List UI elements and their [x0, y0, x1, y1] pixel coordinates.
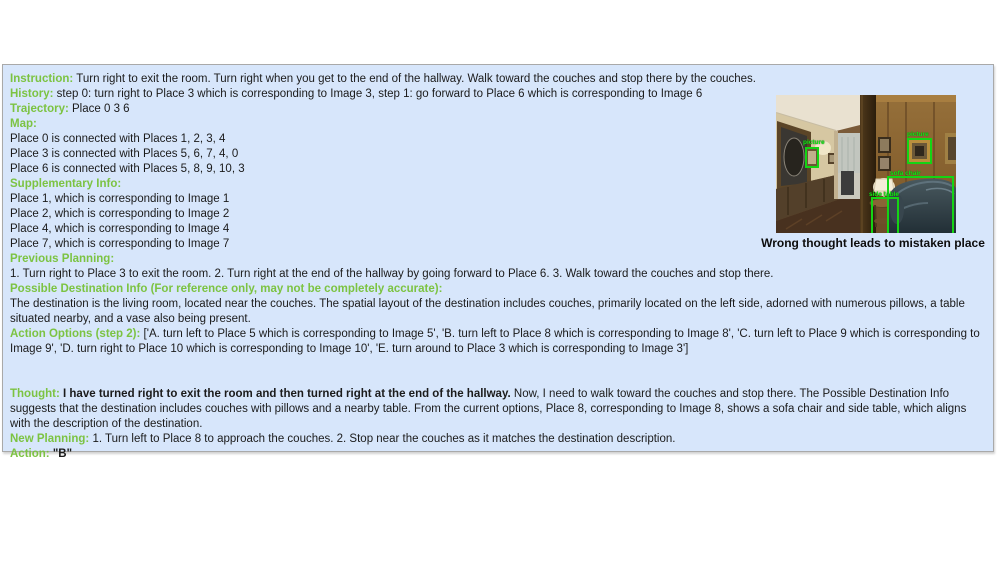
bbox-label-picture-left: picture: [803, 139, 825, 146]
trajectory-text: Place 0 3 6: [72, 103, 130, 115]
instruction-line: [10, 72, 986, 87]
bbox-picture-left: [805, 147, 819, 168]
new-planning-label: New Planning:: [10, 433, 90, 445]
supplementary-line: Place 2, which is corresponding to Image 2: [10, 208, 230, 220]
thought-bold-text: I have turned right to exit the room and then turned right at the end of the hallway.: [63, 388, 511, 400]
map-line: Place 3 is connected with Places 5, 6, 7, 4, 0: [10, 148, 239, 160]
instruction-text: Turn right to exit the room. Turn right when you get to the end of the hallway. Walk toward the couches and stop there by the couches.: [76, 73, 756, 85]
destination-info-label: Possible Destination Info (For reference only, may not be completely accurate):: [10, 283, 443, 295]
map-line: Place 0 is connected with Places 1, 2, 3, 4: [10, 133, 226, 145]
trajectory-label: Trajectory:: [10, 103, 69, 115]
bbox-label-picture-right: picture: [907, 131, 929, 138]
scene-photo: [776, 95, 956, 233]
supplementary-line: Place 1, which is corresponding to Image 1: [10, 193, 230, 205]
new-planning-text: 1. Turn left to Place 8 to approach the couches. 2. Stop near the couches as it matches the destination description.: [92, 433, 676, 445]
previous-planning-label: Previous Planning:: [10, 253, 115, 265]
spacer: [10, 357, 986, 372]
action-options-text: ['A. turn left to Place 5 which is corresponding to Image 5', 'B. turn left to Place 8 which is corresponding to Image 8', 'C. turn left to Place 9 which is corresponding to Image 9', 'D. turn right to Place 10 which is corresponding to Image 10', 'E. turn around to Place 3 which is corresponding to Image 3']: [10, 328, 980, 355]
action-options-label: Action Options (step 2):: [10, 328, 141, 340]
action-value: "B": [52, 448, 73, 460]
supplementary-label: Supplementary Info:: [10, 178, 122, 190]
destination-info-header: [10, 282, 986, 297]
previous-planning-text: 1. Turn right to Place 3 to exit the room. 2. Turn right at the end of the hallway by going forward to Place 6. 3. Walk toward the couches and stop there.: [10, 268, 774, 280]
map-line: Place 6 is connected with Places 5, 8, 9, 10, 3: [10, 163, 245, 175]
supplementary-line: Place 7, which is corresponding to Image 7: [10, 238, 230, 250]
history-label: History:: [10, 88, 54, 100]
instruction-label: Instruction:: [10, 73, 74, 85]
supplementary-line: Place 4, which is corresponding to Image 4: [10, 223, 230, 235]
figure-caption: Wrong thought leads to mistaken place: [761, 236, 985, 250]
bbox-side-table: [871, 197, 899, 233]
previous-planning-header: [10, 252, 986, 267]
map-label: Map:: [10, 118, 37, 130]
action-label: Action:: [10, 448, 50, 460]
bbox-label-side-table: side table: [869, 191, 899, 198]
thought-label: Thought:: [10, 388, 60, 400]
action-line: [10, 447, 986, 462]
thought-text: Now, I need to walk toward the couches and stop there. The Possible Destination Info suggests that the destination includes couches with pillows and a nearby table. From the current options, Place 8, corresponding to Image 8, shows a sofa chair and side table, which aligns with the description of the destination.: [10, 388, 967, 430]
destination-info-text: The destination is the living room, located near the couches. The spatial layout of the destination includes couches, primarily located on the left side, adorned with numerous pillows, a table situated nearby, and a vase also being present.: [10, 298, 965, 325]
new-planning-line: [10, 432, 986, 447]
spacer: [10, 372, 986, 387]
action-options-line: [10, 327, 986, 357]
bbox-label-sofa-chair: sofa chair: [890, 170, 921, 177]
history-text: step 0: turn right to Place 3 which is corresponding to Image 3, step 1: go forward to Place 6 which is corresponding to Image 6: [56, 88, 703, 100]
bbox-picture-right: [907, 138, 932, 164]
thought-line: [10, 387, 986, 432]
